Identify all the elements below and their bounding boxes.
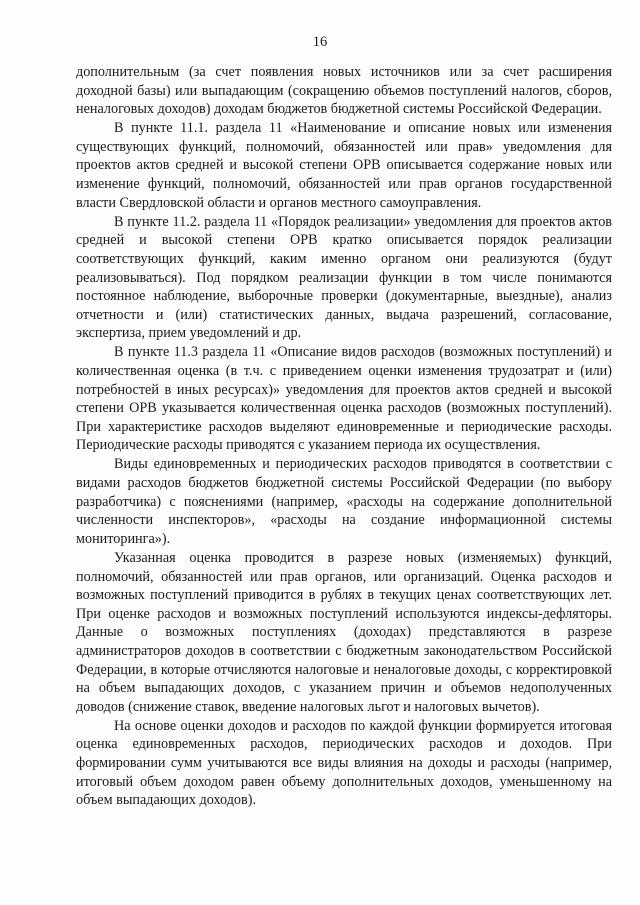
paragraph-item-11-3: В пункте 11.3 раздела 11 «Описание видов расходов (возможных поступлений) и количественная оценка (в т.ч. с приведением оценки изменения трудозатрат и (или) потребностей в иных ресурсах)» уведомления для проектов актов средней и высокой степени ОРВ указывается количественная оценка расходов (возможных поступлений). При характеристике расходов выделяют единовременные и периодические расходы. Периодические расходы приводятся с указанием периода их осуществления. bbox=[76, 344, 612, 454]
paragraph-continuation: дополнительным (за счет появления новых источников или за счет расширения доходной базы) или выпадающим (сокращению объемов поступлений налогов, сборов, неналоговых доходов) доходам бюджетов бюджетной системы Российской Федерации. bbox=[76, 64, 612, 118]
paragraph-item-11-2: В пункте 11.2. раздела 11 «Порядок реализации» уведомления для проектов актов средней и высокой степени ОРВ кратко описывается порядок реализации соответствующих функций, каким именно органом они реализуются (будут реализовываться). Под порядком реализации функции в том числе понимаются постоянное наблюдение, выборочные проверки (документарные, выездные), анализ отчетности и (или) статистических данных, выдача разрешений, согласование, экспертиза, прием уведомлений и др. bbox=[76, 213, 612, 342]
document-body bbox=[76, 63, 612, 810]
page-number: 16 bbox=[312, 34, 328, 50]
paragraph-expense-types: Виды единовременных и периодических расходов приводятся в соответствии с видами расходов бюджетов бюджетной системы Российской Федерации (по выбору разработчика) с пояснениями (например, «расходы на содержание дополнительной численности инспекторов», «расходы на создание информационной системы мониторинга»). bbox=[76, 456, 612, 547]
paragraph-final-assessment: На основе оценки доходов и расходов по каждой функции формируется итоговая оценка единовременных расходов, периодических расходов и доходов. При формировании сумм учитываются все виды влияния на доходы и расходы (например, итоговый объем доходом равен объему дополнительных доходов, уменьшенному на объем выпадающих доходов). bbox=[76, 717, 612, 809]
paragraph-item-11-1: В пункте 11.1. раздела 11 «Наименование и описание новых или изменения существующих функций, полномочий, обязанностей или прав» уведомления для проектов актов средней и высокой степени ОРВ описывается содержание новых или изменение функций, полномочий, обязанностей или прав органов государственной власти Свердловской области и органов местного самоуправления. bbox=[76, 120, 612, 211]
paragraph-assessment: Указанная оценка проводится в разрезе новых (изменяемых) функций, полномочий, обязанностей или прав органов, или организаций. Оценка расходов и возможных поступлений приводится в рублях в текущих ценах соответствующих лет. При оценке расходов и возможных поступлений используются индексы-дефляторы. Данные о возможных поступлениях (доходах) представляются в разрезе администраторов доходов в соответствии с бюджетным законодательством Российской Федерации, в которые отчисляются налоговые и неналоговые доходы, с корректировкой на объем выпадающих доходов, с указанием причин и объемов недополученных доводов (снижение ставок, введение налоговых льгот и налоговых вычетов). bbox=[76, 549, 612, 715]
